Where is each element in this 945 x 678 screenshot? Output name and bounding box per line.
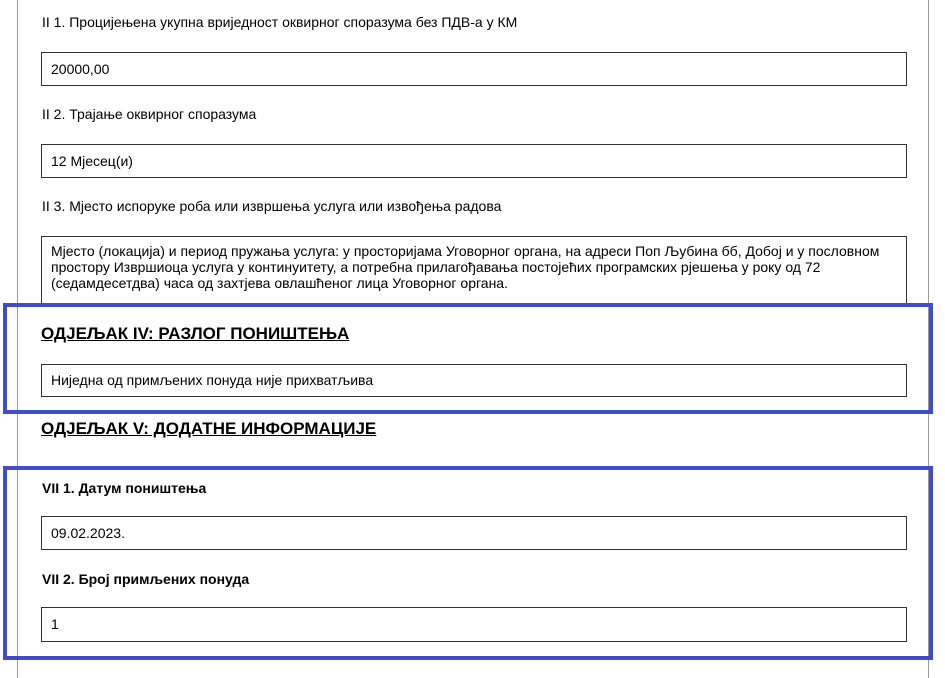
highlight-box-section-iv	[3, 303, 933, 414]
page-right-edge	[928, 0, 929, 678]
ii3-value-field: Мјесто (локација) и период пружања услуга: у просторијама Уговорног органа, на адреси Поп Љубина бб, Добој и у пословном простору Извршиоца услуга у континуитету, а потребна прилагођавања постојећих програмских рјешења у року од 72 (седамдесетдва) часа од захтјева овлашћеног лица Уговорног органа.	[41, 236, 907, 306]
ii2-value-field: 12 Мјесец(и)	[41, 144, 907, 178]
vii1-label: VII 1. Датум поништења	[42, 480, 207, 496]
page-left-edge	[17, 0, 18, 678]
section-iv-reason-field: Ниједна од примљених понуда није прихватљива	[41, 364, 907, 397]
ii1-label: II 1. Процијењена укупна вриједност оквирног споразума без ПДВ-а у КМ	[42, 14, 518, 30]
ii2-label: II 2. Трајање оквирног споразума	[42, 106, 257, 122]
ii1-value-field: 20000,00	[41, 52, 907, 86]
vii1-value-field: 09.02.2023.	[41, 516, 907, 550]
vii2-value-field: 1	[41, 607, 907, 642]
ii3-label: II 3. Мјесто испоруке роба или извршења услуга или извођења радова	[42, 198, 502, 214]
section-v-heading: ОДЈЕЉАК V: ДОДАТНЕ ИНФОРМАЦИЈЕ	[41, 419, 377, 438]
vii2-label: VII 2. Број примљених понуда	[42, 571, 250, 587]
section-iv-heading: ОДЈЕЉАК IV: РАЗЛОГ ПОНИШТЕЊА	[41, 324, 350, 343]
